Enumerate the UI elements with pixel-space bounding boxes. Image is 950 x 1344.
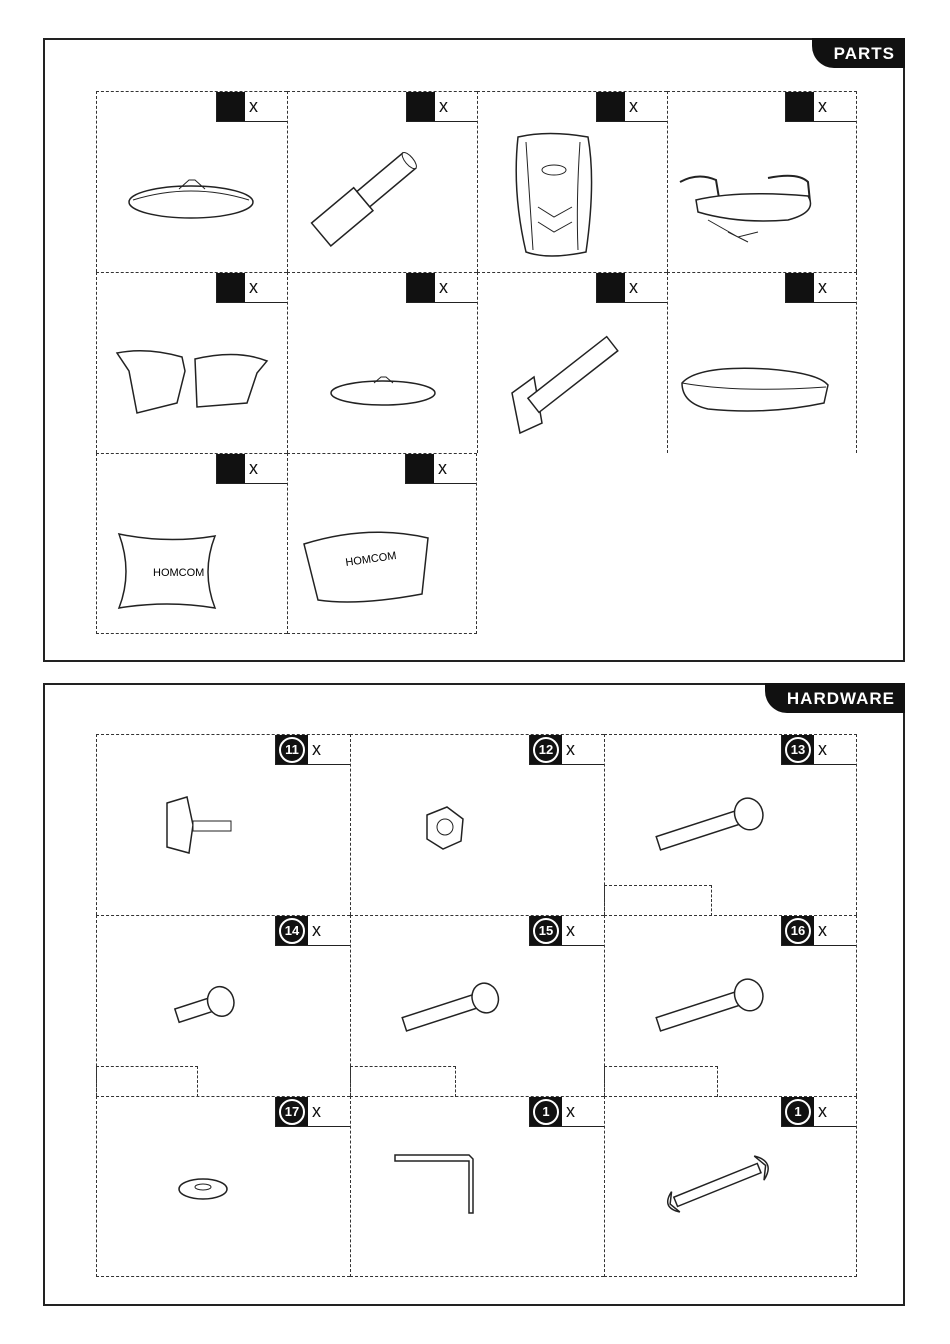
part-cell-1 (96, 91, 287, 272)
hardware-divider (604, 885, 712, 916)
hardware-cell-11 (96, 734, 350, 915)
seat-frame-icon (668, 92, 858, 273)
svg-text:HOMCOM: HOMCOM (344, 549, 398, 569)
headrest-pillow-icon (97, 454, 288, 635)
part-cell-8 (667, 272, 857, 453)
qty-badge: 16 x (781, 916, 856, 946)
hardware-divider (96, 1066, 198, 1097)
qty-badge: 14 x (275, 916, 350, 946)
knob-screw-icon (97, 735, 351, 916)
part-cell-5 (96, 272, 287, 453)
qty-badge: x (216, 454, 287, 484)
qty-badge: x (406, 92, 477, 122)
qty-badge: x (216, 92, 287, 122)
qty-badge: x (216, 273, 287, 303)
washer-icon (97, 1097, 351, 1278)
hardware-tab: HARDWARE (765, 683, 905, 713)
small-plate-icon (288, 273, 478, 454)
gas-cylinder-icon (288, 92, 478, 273)
hardware-cell-19 (604, 1096, 857, 1277)
qty-badge: x (596, 273, 667, 303)
part-cell-6 (287, 272, 477, 453)
parts-panel (43, 38, 905, 662)
qty-badge: x (596, 92, 667, 122)
qty-badge: 15 x (529, 916, 604, 946)
qty-badge: 1 x (529, 1097, 604, 1127)
part-cell-4 (667, 91, 857, 272)
seat-cushion-icon (668, 273, 858, 454)
part-cell-7 (477, 272, 667, 453)
seat-backrest-icon (478, 92, 668, 273)
hardware-panel (43, 683, 905, 1306)
part-cell-3 (477, 91, 667, 272)
qty-badge: 17 x (275, 1097, 350, 1127)
part-cell-10 (287, 453, 477, 634)
wrench-icon (605, 1097, 858, 1278)
armrest-pair-icon (97, 273, 288, 454)
round-base-plate-icon (97, 92, 288, 273)
qty-badge: 13 x (781, 735, 856, 765)
hardware-cell-12 (350, 734, 604, 915)
hardware-cell-18 (350, 1096, 604, 1277)
lumbar-pillow-icon (288, 454, 478, 635)
part-cell-9 (96, 453, 287, 634)
hardware-divider (604, 1066, 718, 1097)
qty-badge: x (405, 454, 476, 484)
qty-badge: x (406, 273, 477, 303)
hex-nut-icon (351, 735, 605, 916)
qty-badge: 11 x (275, 735, 350, 765)
hardware-divider (350, 1066, 456, 1097)
qty-badge: x (785, 92, 856, 122)
hardware-cell-17 (96, 1096, 350, 1277)
tilt-mechanism-icon (478, 273, 668, 454)
svg-text:HOMCOM: HOMCOM (153, 567, 205, 579)
qty-badge: 12 x (529, 735, 604, 765)
qty-badge: x (785, 273, 856, 303)
part-cell-2 (287, 91, 477, 272)
qty-badge: 1 x (781, 1097, 856, 1127)
allen-key-icon (351, 1097, 605, 1278)
parts-tab: PARTS (812, 38, 905, 68)
